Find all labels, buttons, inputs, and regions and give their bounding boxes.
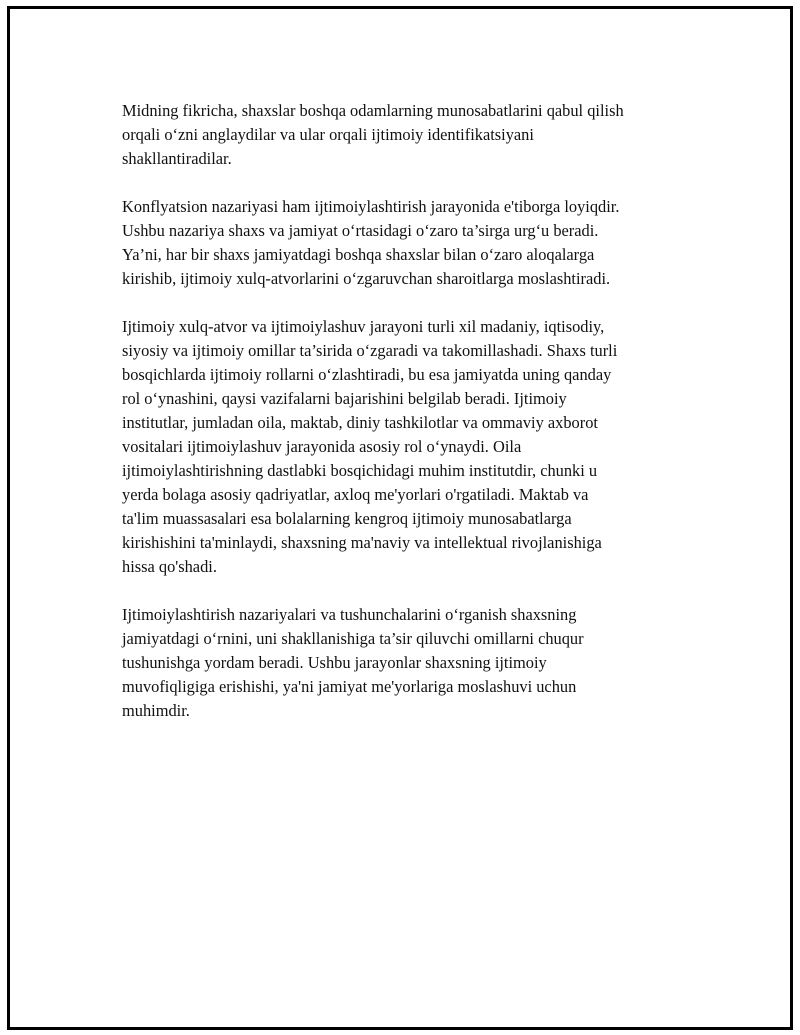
text-line: siyosiy va ijtimoiy omillar ta’sirida o‘zgaradi va takomillashadi. Shaxs turli (122, 341, 618, 360)
paragraph-1 (122, 99, 712, 171)
text-line: shakllantiradilar. (122, 149, 232, 168)
document-body (122, 99, 712, 747)
text-line: ta'lim muassasalari esa bolalarning kengroq ijtimoiy munosabatlarga (122, 509, 572, 528)
text-line: Konflyatsion nazariyasi ham ijtimoiylashtirish jarayonida e'tiborga loyiqdir. (122, 197, 620, 216)
text-line: kirishib, ijtimoiy xulq-atvorlarini o‘zgaruvchan sharoitlarga moslashtiradi. (122, 269, 611, 288)
paragraph-4 (122, 603, 712, 723)
text-line: jamiyatdagi o‘rnini, uni shakllanishiga ta’sir qiluvchi omillarni chuqur (122, 629, 584, 648)
text-line: muhimdir. (122, 701, 190, 720)
text-line: ijtimoiylashtirishning dastlabki bosqichidagi muhim institutdir, chunki u (122, 461, 598, 480)
text-line: vositalari ijtimoiylashuv jarayonida asosiy rol o‘ynaydi. Oila (122, 437, 522, 456)
text-line: tushunishga yordam beradi. Ushbu jarayonlar shaxsning ijtimoiy (122, 653, 547, 672)
text-line: yerda bolaga asosiy qadriyatlar, axloq me'yorlari o'rgatiladi. Maktab va (122, 485, 589, 504)
text-line: Ushbu nazariya shaxs va jamiyat o‘rtasidagi o‘zaro ta’sirga urg‘u beradi. (122, 221, 599, 240)
text-line: hissa qo'shadi. (122, 557, 217, 576)
paragraph-3 (122, 315, 712, 579)
page-frame (7, 6, 793, 1030)
text-line: rol o‘ynashini, qaysi vazifalarni bajarishini belgilab beradi. Ijtimoiy (122, 389, 567, 408)
paragraph-2 (122, 195, 712, 291)
text-line: orqali o‘zni anglaydilar va ular orqali ijtimoiy identifikatsiyani (122, 125, 534, 144)
text-line: muvofiqligiga erishishi, ya'ni jamiyat me'yorlariga moslashuvi uchun (122, 677, 577, 696)
text-line: Ijtimoiy xulq-atvor va ijtimoiylashuv jarayoni turli xil madaniy, iqtisodiy, (122, 317, 605, 336)
text-line: institutlar, jumladan oila, maktab, diniy tashkilotlar va ommaviy axborot (122, 413, 598, 432)
text-line: bosqichlarda ijtimoiy rollarni o‘zlashtiradi, bu esa jamiyatda uning qanday (122, 365, 612, 384)
text-line: kirishishini ta'minlaydi, shaxsning ma'naviy va intellektual rivojlanishiga (122, 533, 602, 552)
text-line: Midning fikricha, shaxslar boshqa odamlarning munosabatlarini qabul qilish (122, 101, 624, 120)
text-line: Ijtimoiylashtirish nazariyalari va tushunchalarini o‘rganish shaxsning (122, 605, 577, 624)
text-line: Ya’ni, har bir shaxs jamiyatdagi boshqa shaxslar bilan o‘zaro aloqalarga (122, 245, 595, 264)
